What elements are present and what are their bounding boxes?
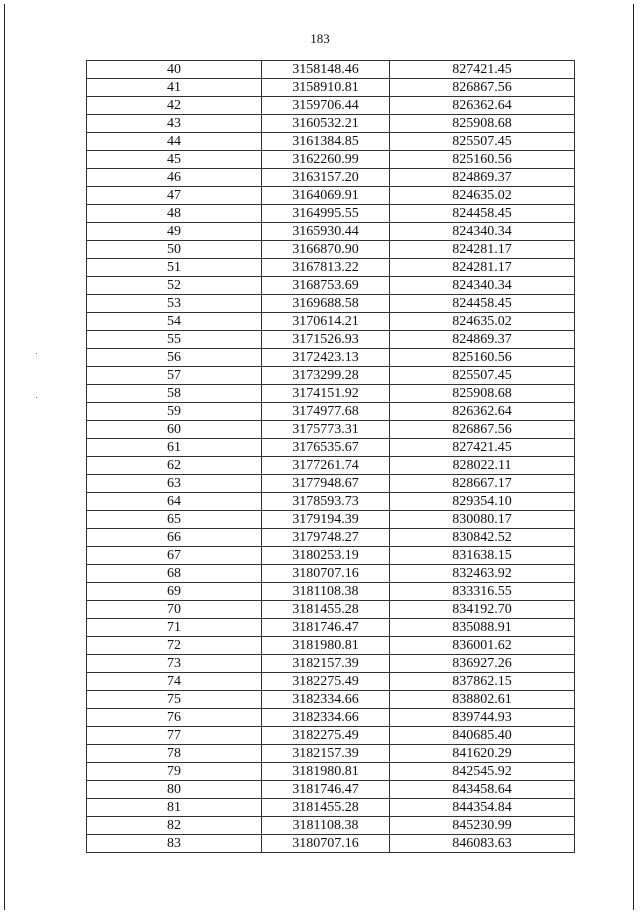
point-number-cell: 80 (87, 781, 262, 799)
x-coordinate-cell: 3173299.28 (262, 367, 390, 385)
table-row (87, 439, 575, 457)
y-coordinate-cell: 825908.68 (390, 385, 575, 403)
y-coordinate-cell: 825160.56 (390, 151, 575, 169)
table-row (87, 169, 575, 187)
y-coordinate-cell: 824635.02 (390, 313, 575, 331)
point-number-cell: 77 (87, 727, 262, 745)
table-row (87, 619, 575, 637)
point-number-cell: 72 (87, 637, 262, 655)
table-row (87, 241, 575, 259)
y-coordinate-cell: 840685.40 (390, 727, 575, 745)
x-coordinate-cell: 3181980.81 (262, 763, 390, 781)
table-row (87, 493, 575, 511)
table-row (87, 547, 575, 565)
x-coordinate-cell: 3181108.38 (262, 583, 390, 601)
table-row (87, 79, 575, 97)
table-row (87, 151, 575, 169)
x-coordinate-cell: 3174151.92 (262, 385, 390, 403)
x-coordinate-cell: 3172423.13 (262, 349, 390, 367)
point-number-cell: 54 (87, 313, 262, 331)
x-coordinate-cell: 3175773.31 (262, 421, 390, 439)
y-coordinate-cell: 842545.92 (390, 763, 575, 781)
table-row (87, 583, 575, 601)
y-coordinate-cell: 824869.37 (390, 331, 575, 349)
point-number-cell: 76 (87, 709, 262, 727)
y-coordinate-cell: 827421.45 (390, 61, 575, 79)
y-coordinate-cell: 824340.34 (390, 223, 575, 241)
y-coordinate-cell: 824458.45 (390, 205, 575, 223)
y-coordinate-cell: 826867.56 (390, 79, 575, 97)
y-coordinate-cell: 831638.15 (390, 547, 575, 565)
x-coordinate-cell: 3174977.68 (262, 403, 390, 421)
x-coordinate-cell: 3170614.21 (262, 313, 390, 331)
table-row (87, 655, 575, 673)
scan-speck (36, 397, 37, 398)
x-coordinate-cell: 3178593.73 (262, 493, 390, 511)
table-row (87, 313, 575, 331)
table-row (87, 367, 575, 385)
x-coordinate-cell: 3182275.49 (262, 673, 390, 691)
x-coordinate-cell: 3181746.47 (262, 781, 390, 799)
y-coordinate-cell: 841620.29 (390, 745, 575, 763)
table-row (87, 763, 575, 781)
table-row (87, 529, 575, 547)
point-number-cell: 45 (87, 151, 262, 169)
x-coordinate-cell: 3176535.67 (262, 439, 390, 457)
y-coordinate-cell: 844354.84 (390, 799, 575, 817)
point-number-cell: 62 (87, 457, 262, 475)
point-number-cell: 59 (87, 403, 262, 421)
point-number-cell: 75 (87, 691, 262, 709)
point-number-cell: 46 (87, 169, 262, 187)
table-row (87, 187, 575, 205)
point-number-cell: 53 (87, 295, 262, 313)
table-row (87, 349, 575, 367)
y-coordinate-cell: 834192.70 (390, 601, 575, 619)
x-coordinate-cell: 3167813.22 (262, 259, 390, 277)
x-coordinate-cell: 3158910.81 (262, 79, 390, 97)
y-coordinate-cell: 839744.93 (390, 709, 575, 727)
point-number-cell: 74 (87, 673, 262, 691)
point-number-cell: 43 (87, 115, 262, 133)
x-coordinate-cell: 3161384.85 (262, 133, 390, 151)
point-number-cell: 64 (87, 493, 262, 511)
y-coordinate-cell: 824340.34 (390, 277, 575, 295)
table-row (87, 637, 575, 655)
y-coordinate-cell: 836927.26 (390, 655, 575, 673)
point-number-cell: 58 (87, 385, 262, 403)
y-coordinate-cell: 832463.92 (390, 565, 575, 583)
table-row (87, 115, 575, 133)
coordinates-table (86, 60, 575, 853)
coordinates-table-body (87, 61, 575, 853)
point-number-cell: 40 (87, 61, 262, 79)
point-number-cell: 44 (87, 133, 262, 151)
y-coordinate-cell: 828022.11 (390, 457, 575, 475)
point-number-cell: 67 (87, 547, 262, 565)
point-number-cell: 73 (87, 655, 262, 673)
y-coordinate-cell: 843458.64 (390, 781, 575, 799)
point-number-cell: 71 (87, 619, 262, 637)
point-number-cell: 55 (87, 331, 262, 349)
x-coordinate-cell: 3181980.81 (262, 637, 390, 655)
table-row (87, 565, 575, 583)
y-coordinate-cell: 833316.55 (390, 583, 575, 601)
y-coordinate-cell: 824281.17 (390, 259, 575, 277)
x-coordinate-cell: 3169688.58 (262, 295, 390, 313)
table-row (87, 403, 575, 421)
x-coordinate-cell: 3181455.28 (262, 601, 390, 619)
table-row (87, 385, 575, 403)
table-row (87, 727, 575, 745)
x-coordinate-cell: 3182275.49 (262, 727, 390, 745)
point-number-cell: 52 (87, 277, 262, 295)
y-coordinate-cell: 830080.17 (390, 511, 575, 529)
y-coordinate-cell: 826362.64 (390, 403, 575, 421)
table-row (87, 745, 575, 763)
table-row (87, 475, 575, 493)
y-coordinate-cell: 824635.02 (390, 187, 575, 205)
y-coordinate-cell: 830842.52 (390, 529, 575, 547)
x-coordinate-cell: 3159706.44 (262, 97, 390, 115)
table-row (87, 511, 575, 529)
point-number-cell: 70 (87, 601, 262, 619)
y-coordinate-cell: 825160.56 (390, 349, 575, 367)
x-coordinate-cell: 3182157.39 (262, 655, 390, 673)
x-coordinate-cell: 3177261.74 (262, 457, 390, 475)
table-row (87, 205, 575, 223)
y-coordinate-cell: 829354.10 (390, 493, 575, 511)
y-coordinate-cell: 836001.62 (390, 637, 575, 655)
table-row (87, 61, 575, 79)
x-coordinate-cell: 3181455.28 (262, 799, 390, 817)
y-coordinate-cell: 825908.68 (390, 115, 575, 133)
y-coordinate-cell: 846083.63 (390, 835, 575, 853)
point-number-cell: 49 (87, 223, 262, 241)
table-row (87, 601, 575, 619)
x-coordinate-cell: 3181108.38 (262, 817, 390, 835)
y-coordinate-cell: 824869.37 (390, 169, 575, 187)
point-number-cell: 51 (87, 259, 262, 277)
point-number-cell: 47 (87, 187, 262, 205)
table-row (87, 97, 575, 115)
point-number-cell: 68 (87, 565, 262, 583)
x-coordinate-cell: 3182334.66 (262, 709, 390, 727)
y-coordinate-cell: 837862.15 (390, 673, 575, 691)
table-row (87, 799, 575, 817)
y-coordinate-cell: 825507.45 (390, 367, 575, 385)
x-coordinate-cell: 3177948.67 (262, 475, 390, 493)
y-coordinate-cell: 826867.56 (390, 421, 575, 439)
table-row (87, 421, 575, 439)
point-number-cell: 41 (87, 79, 262, 97)
point-number-cell: 69 (87, 583, 262, 601)
point-number-cell: 78 (87, 745, 262, 763)
x-coordinate-cell: 3180707.16 (262, 835, 390, 853)
y-coordinate-cell: 827421.45 (390, 439, 575, 457)
point-number-cell: 79 (87, 763, 262, 781)
x-coordinate-cell: 3181746.47 (262, 619, 390, 637)
table-row (87, 133, 575, 151)
x-coordinate-cell: 3180253.19 (262, 547, 390, 565)
table-row (87, 781, 575, 799)
point-number-cell: 42 (87, 97, 262, 115)
table-row (87, 331, 575, 349)
page-number: 183 (310, 31, 330, 46)
y-coordinate-cell: 826362.64 (390, 97, 575, 115)
x-coordinate-cell: 3162260.99 (262, 151, 390, 169)
point-number-cell: 63 (87, 475, 262, 493)
point-number-cell: 82 (87, 817, 262, 835)
y-coordinate-cell: 824281.17 (390, 241, 575, 259)
y-coordinate-cell: 835088.91 (390, 619, 575, 637)
table-row (87, 673, 575, 691)
point-number-cell: 65 (87, 511, 262, 529)
point-number-cell: 61 (87, 439, 262, 457)
y-coordinate-cell: 828667.17 (390, 475, 575, 493)
x-coordinate-cell: 3166870.90 (262, 241, 390, 259)
x-coordinate-cell: 3182157.39 (262, 745, 390, 763)
point-number-cell: 83 (87, 835, 262, 853)
table-row (87, 277, 575, 295)
table-row (87, 223, 575, 241)
x-coordinate-cell: 3179194.39 (262, 511, 390, 529)
table-row (87, 457, 575, 475)
x-coordinate-cell: 3179748.27 (262, 529, 390, 547)
point-number-cell: 50 (87, 241, 262, 259)
table-row (87, 709, 575, 727)
x-coordinate-cell: 3160532.21 (262, 115, 390, 133)
x-coordinate-cell: 3180707.16 (262, 565, 390, 583)
point-number-cell: 56 (87, 349, 262, 367)
table-row (87, 295, 575, 313)
table-row (87, 691, 575, 709)
point-number-cell: 81 (87, 799, 262, 817)
x-coordinate-cell: 3182334.66 (262, 691, 390, 709)
y-coordinate-cell: 845230.99 (390, 817, 575, 835)
point-number-cell: 60 (87, 421, 262, 439)
y-coordinate-cell: 824458.45 (390, 295, 575, 313)
x-coordinate-cell: 3165930.44 (262, 223, 390, 241)
table-row (87, 817, 575, 835)
point-number-cell: 48 (87, 205, 262, 223)
y-coordinate-cell: 825507.45 (390, 133, 575, 151)
x-coordinate-cell: 3171526.93 (262, 331, 390, 349)
table-row (87, 259, 575, 277)
point-number-cell: 66 (87, 529, 262, 547)
point-number-cell: 57 (87, 367, 262, 385)
x-coordinate-cell: 3168753.69 (262, 277, 390, 295)
x-coordinate-cell: 3163157.20 (262, 169, 390, 187)
x-coordinate-cell: 3164069.91 (262, 187, 390, 205)
y-coordinate-cell: 838802.61 (390, 691, 575, 709)
scan-speck (36, 353, 37, 354)
table-row (87, 835, 575, 853)
x-coordinate-cell: 3164995.55 (262, 205, 390, 223)
x-coordinate-cell: 3158148.46 (262, 61, 390, 79)
